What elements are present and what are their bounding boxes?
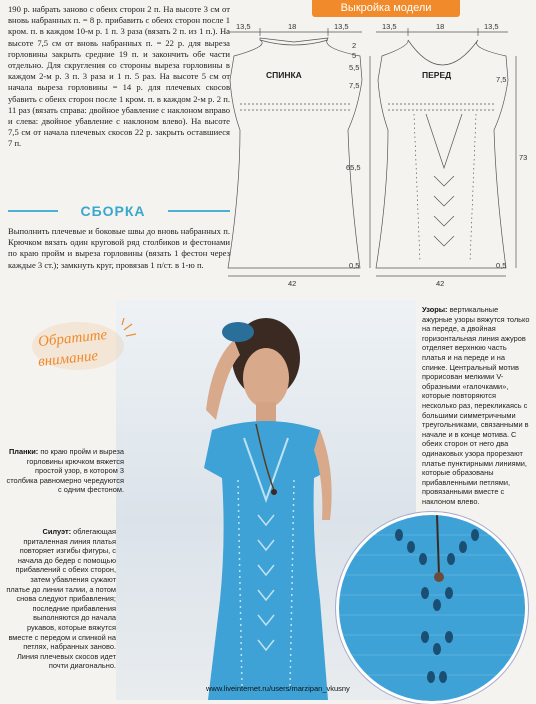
pattern-schematic (200, 18, 534, 288)
note-planki-text: по краю пройм и выреза горловины крючком вяжется простой узор, в котором 3 столбика равномерно чередуются с одним фестоном. (6, 447, 124, 495)
back-dim-side-4: 65,5 (346, 163, 361, 172)
note-planki-title: Планки: (8, 447, 39, 456)
front-dim-top-right: 13,5 (484, 22, 499, 31)
front-dim-side-2: 0,5 (496, 261, 507, 270)
front-dim-side-0: 7,5 (496, 75, 507, 84)
front-dim-side-1: 73 (519, 153, 528, 162)
back-dim-side-0: 2 (352, 41, 357, 50)
note-siluet-text: облегающая приталенная линия платья повторяет изгибы фигуры, с начала до бедер с помощью прибавлений с обеих сторон, затем убавления сужают платье до линии талии, а потом снова следуют прибавления; последние прибавления выполняются до начала рукавов, которые вяжутся вместе с передом и спинкой на петлях, набранных заново. Линия плечевых скосов идет почти диагонально. (6, 527, 116, 671)
source-url[interactable]: www.liveinternet.ru/users/marzipan_vkusny (206, 684, 350, 693)
back-dim-side-3: 7,5 (349, 81, 360, 90)
sparkle-icon (122, 318, 136, 336)
back-dim-side-5: 0,5 (349, 261, 360, 270)
back-dim-top-mid: 18 (288, 22, 297, 31)
back-label: СПИНКА (266, 70, 302, 80)
note-siluet (6, 527, 116, 671)
note-uzory-title: Узоры: (422, 305, 448, 314)
note-planki (6, 447, 124, 495)
back-dim-top-left: 13,5 (236, 22, 251, 31)
front-dim-bottom: 42 (436, 279, 445, 288)
back-dim-side-2: 5,5 (349, 63, 360, 72)
section-header-sborka (8, 199, 230, 223)
back-dim-bottom: 42 (288, 279, 297, 288)
instructions-paragraph: 190 р. набрать заново с обеих сторон 2 п. На высоте 3 см от вновь набранных п. = 8 р. прибавить с обеих сторон после 1 кром. п. в каждом 10-м р. 1 п. 3 раза (вязать 2 п. из 1 п.). На высоте 7,5 см от вновь набранных п. = 22 р. для выреза горловины закрыть средние 19 п. и закончить обе части отдельно. Для скругления со стороны выреза горловины в каждом 2-м р. 3 п. 3 раза и 1 п. 5 раз. На высоте 5 см от начала выреза горловины = 14 р. для плечевых скосов убавить с обеих сторон после 1 кром. п. в каждом 2-м р. 2 п. 11 раз (вязать справа: двойное убавление с наклоном вправо и слева: двойное убавление с наклоном влево). На высоте 7,5 см от начала плечевых скосов 22 р. закрыть оставшиеся 7 п. (8, 4, 230, 149)
schema-title: Выкройка модели (312, 0, 460, 17)
front-label: ПЕРЕД (422, 70, 452, 80)
section-title: СБОРКА (58, 199, 168, 223)
assembly-text: Выполнить плечевые и боковые швы до вновь набранных п. Крючком вязать один круговой ряд столбиков и фестонами по краю пройм и выреза горловины (вязать 1 фестон через каждые 3 ст.); замкнуть круг, провязав 1 п/ст. в 1-ю п. (8, 226, 230, 270)
front-dim-top-left: 13,5 (382, 22, 397, 31)
instructions-text (8, 4, 230, 150)
stitch-detail-magnifier (336, 512, 528, 704)
attention-line2: внимание (37, 347, 99, 371)
front-dim-top-mid: 18 (436, 22, 445, 31)
attention-callout (28, 318, 138, 374)
back-dim-top-right: 13,5 (334, 22, 349, 31)
note-siluet-title: Силуэт: (42, 527, 72, 536)
note-uzory (422, 305, 530, 506)
back-neckline (260, 40, 328, 45)
attention-line1: Обратите (37, 326, 108, 351)
back-dim-side-1: 5 (352, 51, 357, 60)
stitch-detail-illustration (339, 515, 525, 701)
note-uzory-text: вертикальные ажурные узоры вяжутся только на переде, а двойная горизонтальная линия ажуров отделяет верхнюю часть платья и на переде и на спинке. Центральный мотив прорисован мелкими V-образными «галочками», которые повторяются несколько раз, перекликаясь с большими симметричными треугольниками, связанными в начале и в конце мотива. С обеих сторон от него два одинаковых узора прорезают платье пунктирными линиями, которые образованы прибавленными петлями, провязанными вместе с наклоном влево. (422, 305, 530, 506)
